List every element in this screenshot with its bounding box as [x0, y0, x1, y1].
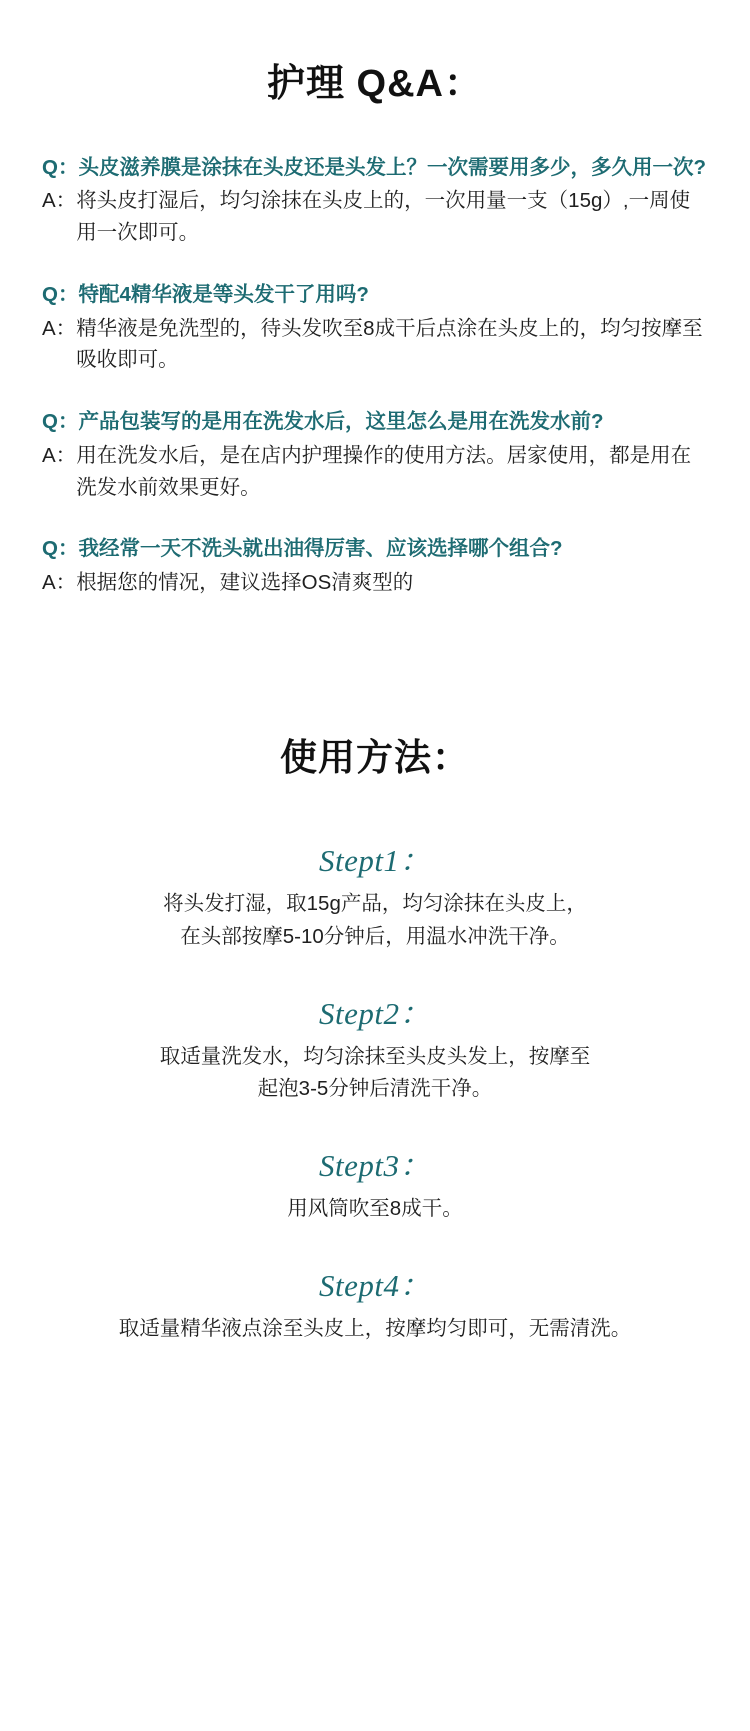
qa-item — [42, 533, 708, 599]
qa-answer — [42, 185, 708, 249]
answer-marker: A： — [42, 443, 77, 467]
question-marker: Q： — [42, 410, 79, 434]
question-text: 特配4精华液是等头发干了用吗? — [78, 282, 369, 306]
qa-question — [42, 406, 708, 438]
step-line: 取适量洗发水，均匀涂抹至头皮头发上，按摩至 — [159, 1044, 591, 1068]
answer-text: 将头皮打湿后，均匀涂抹在头皮上的，一次用量一支（15g）,一周使用一次即可。 — [76, 189, 691, 245]
step-line: 将头发打湿，取15g产品，均匀涂抹在头皮上， — [163, 892, 587, 916]
qa-item — [42, 406, 708, 503]
question-text: 我经常一天不洗头就出油得厉害、应该选择哪个组合? — [78, 537, 563, 561]
qa-list — [0, 108, 750, 599]
qa-answer — [42, 313, 708, 377]
qa-question — [42, 533, 708, 565]
qa-answer — [42, 440, 708, 504]
usage-step — [24, 988, 726, 1107]
qa-answer — [42, 567, 708, 599]
usage-step — [24, 835, 726, 954]
qa-item — [42, 279, 708, 376]
answer-text: 根据您的情况，建议选择OS清爽型的 — [76, 571, 414, 595]
usage-steps-list — [0, 835, 750, 1346]
qa-section-title: 护理 Q&A： — [266, 63, 483, 105]
usage-step — [24, 1140, 726, 1226]
step-line: 取适量精华液点涂至头皮上，按摩均匀即可，无需清洗。 — [118, 1317, 632, 1340]
step-description — [55, 888, 695, 954]
step-label: Stept3： — [319, 1148, 431, 1184]
step-line: 起泡3-5分钟后清洗干净。 — [257, 1077, 493, 1101]
usage-section-title: 使用方法： — [280, 737, 470, 779]
question-marker: Q： — [42, 282, 79, 306]
qa-question — [42, 279, 708, 311]
step-line: 在头部按摩5-10分钟后，用温水冲洗干净。 — [180, 924, 570, 948]
qa-question — [42, 152, 708, 184]
answer-text: 精华液是免洗型的，待头发吹至8成干后点涂在头皮上的，均匀按摩至吸收即可。 — [76, 316, 703, 372]
question-marker: Q： — [42, 155, 79, 179]
answer-marker: A： — [42, 316, 77, 340]
step-description — [55, 1313, 695, 1346]
qa-item — [42, 152, 708, 249]
usage-step — [24, 1260, 726, 1346]
answer-marker: A： — [42, 571, 77, 595]
step-label: Stept2： — [319, 995, 431, 1031]
question-text: 头皮滋养膜是涂抹在头皮还是头发上？一次需要用多少，多久用一次? — [78, 155, 706, 179]
question-text: 产品包装写的是用在洗发水后，这里怎么是用在洗发水前? — [78, 410, 604, 434]
step-description — [55, 1193, 695, 1226]
question-marker: Q： — [42, 537, 79, 561]
step-description — [55, 1041, 695, 1107]
step-line: 用风筒吹至8成干。 — [287, 1197, 463, 1221]
step-label: Stept4： — [319, 1268, 431, 1303]
answer-text: 用在洗发水后，是在店内护理操作的使用方法。居家使用，都是用在洗发水前效果更好。 — [76, 443, 692, 499]
step-label: Stept1： — [319, 843, 431, 879]
answer-marker: A： — [42, 189, 77, 213]
